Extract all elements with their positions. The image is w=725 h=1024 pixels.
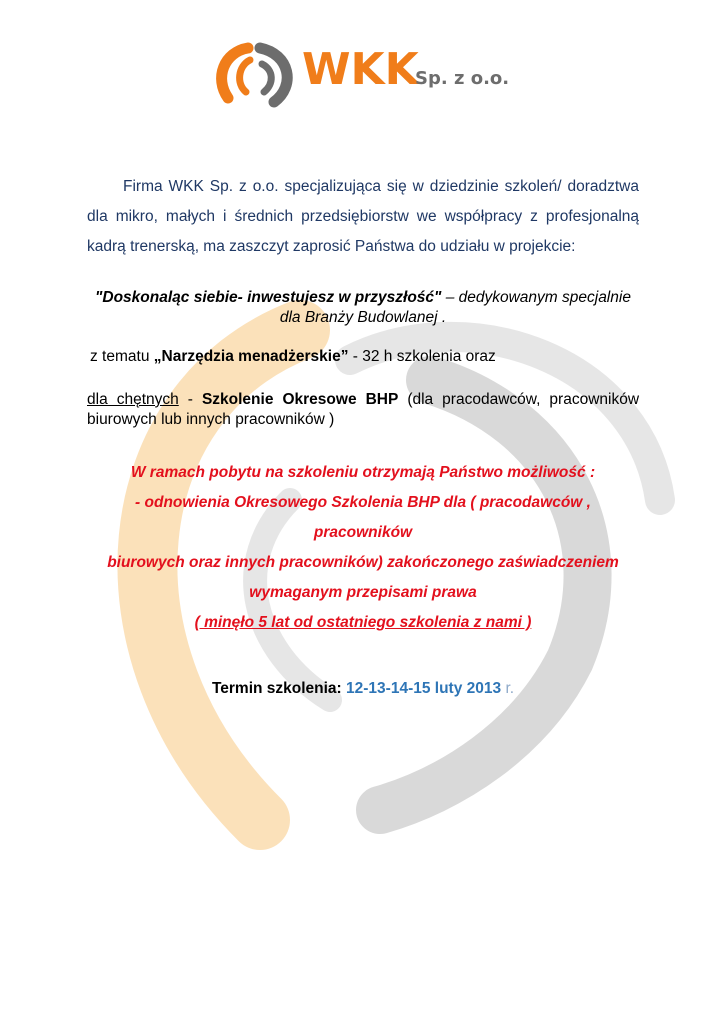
- intro-text: Firma WKK Sp. z o.o. specjalizująca się w dziedzinie szkoleń/ doradztwa dla mikro, małych i średnich przedsiębiorstw we współpracy z profesjonalną kadrą trenerską, ma zaszczyt zaprosić Państwa do udziału w projekcie:: [87, 178, 639, 255]
- topic-prefix: z tematu: [90, 348, 154, 365]
- term-dates: 12-13-14-15 luty 2013: [346, 680, 502, 697]
- topic-line: [90, 348, 642, 366]
- logo-suffix-text: Sp. z o.o.: [415, 68, 510, 89]
- topic-name: „Narzędzia menadżerskie”: [153, 348, 349, 365]
- logo-brand-text: WKK: [302, 44, 419, 95]
- logo-swirl-icon: [210, 40, 300, 110]
- project-paragraph: [87, 288, 639, 328]
- bhp-rest: (dla pracodawców, pracowników biurowych lub innych pracowników ): [87, 391, 640, 428]
- project-title: "Doskonaląc siebie- inwestujesz w przyszłość": [95, 289, 442, 306]
- offer-block: [87, 458, 639, 638]
- offer-line-1: W ramach pobytu na szkoleniu otrzymają Państwo możliwość :: [130, 464, 596, 481]
- offer-line-2: - odnowienia Okresowego Szkolenia BHP dla ( pracodawców , pracowników: [135, 494, 591, 541]
- project-description: – dedykowanym specjalnie dla Branży Budowlanej .: [279, 289, 631, 326]
- company-logo: [210, 40, 510, 110]
- bhp-dash: -: [178, 391, 202, 408]
- offer-line-3: biurowych oraz innych pracowników) zakończonego zaświadczeniem: [107, 554, 619, 571]
- intro-paragraph: [87, 172, 639, 262]
- term-label: Termin szkolenia:: [211, 680, 347, 697]
- term-line: [87, 680, 639, 698]
- topic-suffix: - 32 h szkolenia oraz: [348, 348, 496, 365]
- bhp-lead: dla chętnych: [87, 391, 179, 408]
- bhp-name: Szkolenie Okresowe BHP: [201, 391, 399, 408]
- bhp-paragraph: [87, 390, 639, 430]
- term-suffix: r.: [501, 680, 515, 697]
- offer-line-5: ( minęło 5 lat od ostatniego szkolenia z nami ): [194, 614, 532, 631]
- offer-line-4: wymaganym przepisami prawa: [249, 584, 477, 601]
